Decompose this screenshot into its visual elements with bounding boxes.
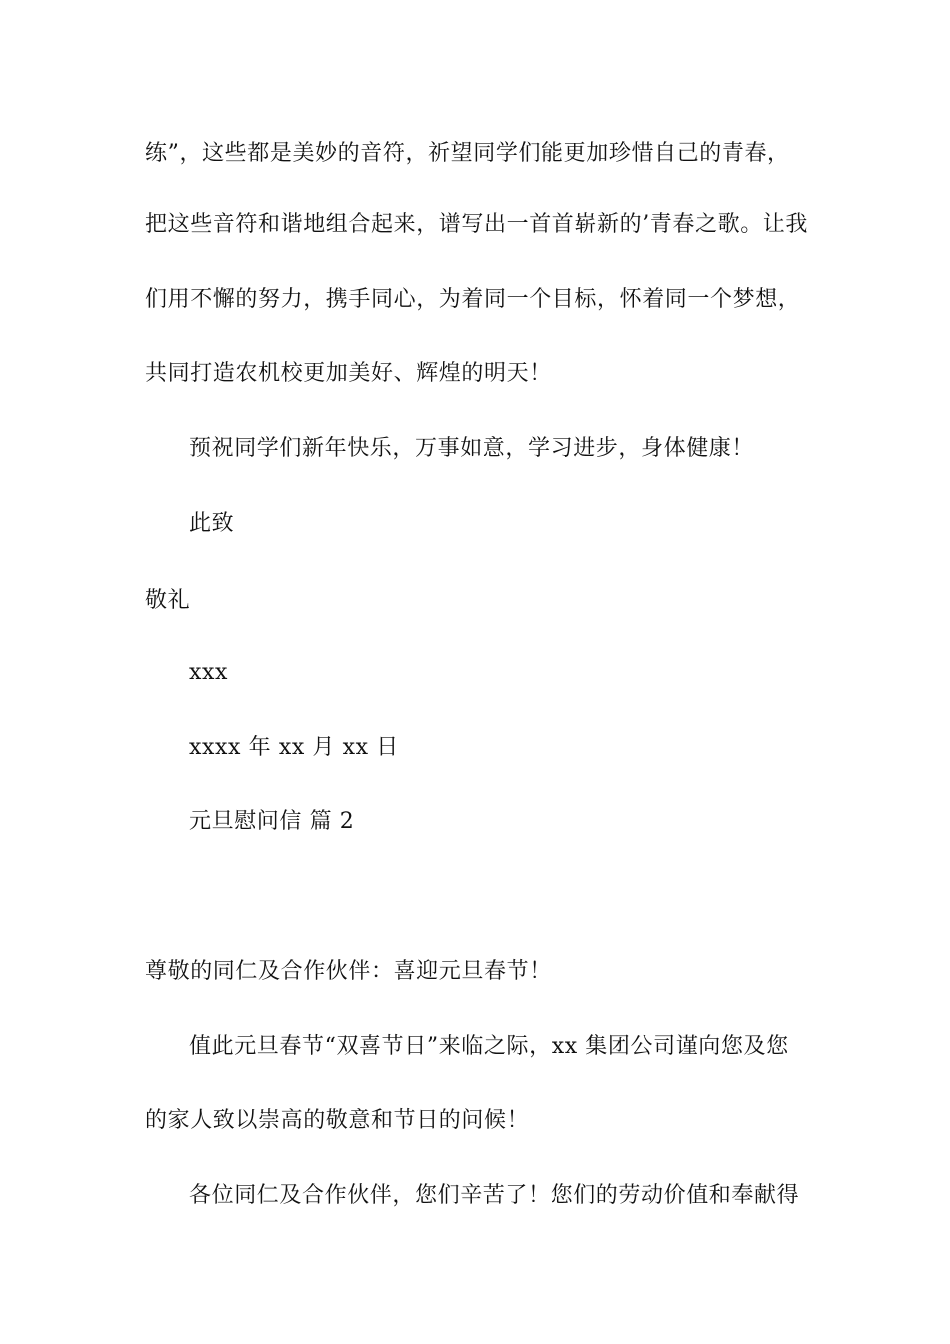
closing-regards: 敬礼 — [145, 588, 191, 613]
paragraph-line: 预祝同学们新年快乐，万事如意，学习进步，身体健康！ — [189, 436, 755, 461]
date-line: xxxx 年 xx 月 xx 日 — [189, 735, 399, 760]
paragraph-line: 共同打造农机校更加美好、辉煌的明天！ — [145, 361, 552, 386]
paragraph-line: 练”，这些都是美妙的音符，祈望同学们能更加珍惜自己的青春， — [145, 141, 790, 166]
paragraph-line: 们用不懈的努力，携手同心，为着同一个目标，怀着同一个梦想， — [145, 287, 801, 312]
paragraph-line: 的家人致以崇高的敬意和节日的问候！ — [145, 1108, 530, 1133]
paragraph-line: 值此元旦春节“双喜节日”来临之际，xx 集团公司谨向您及您 — [189, 1034, 789, 1059]
closing-salutation: 此致 — [189, 511, 235, 536]
paragraph-line: 各位同仁及合作伙伴，您们辛苦了！您们的劳动价值和奉献得 — [189, 1183, 800, 1208]
section-heading: 元旦慰问信 篇 2 — [189, 809, 355, 834]
paragraph-line: 把这些音符和谐地组合起来，谱写出一首首崭新的’青春之歌。让我 — [145, 212, 808, 237]
greeting-line: 尊敬的同仁及合作伙伴：喜迎元旦春节！ — [145, 959, 552, 984]
signature: xxx — [189, 660, 229, 685]
